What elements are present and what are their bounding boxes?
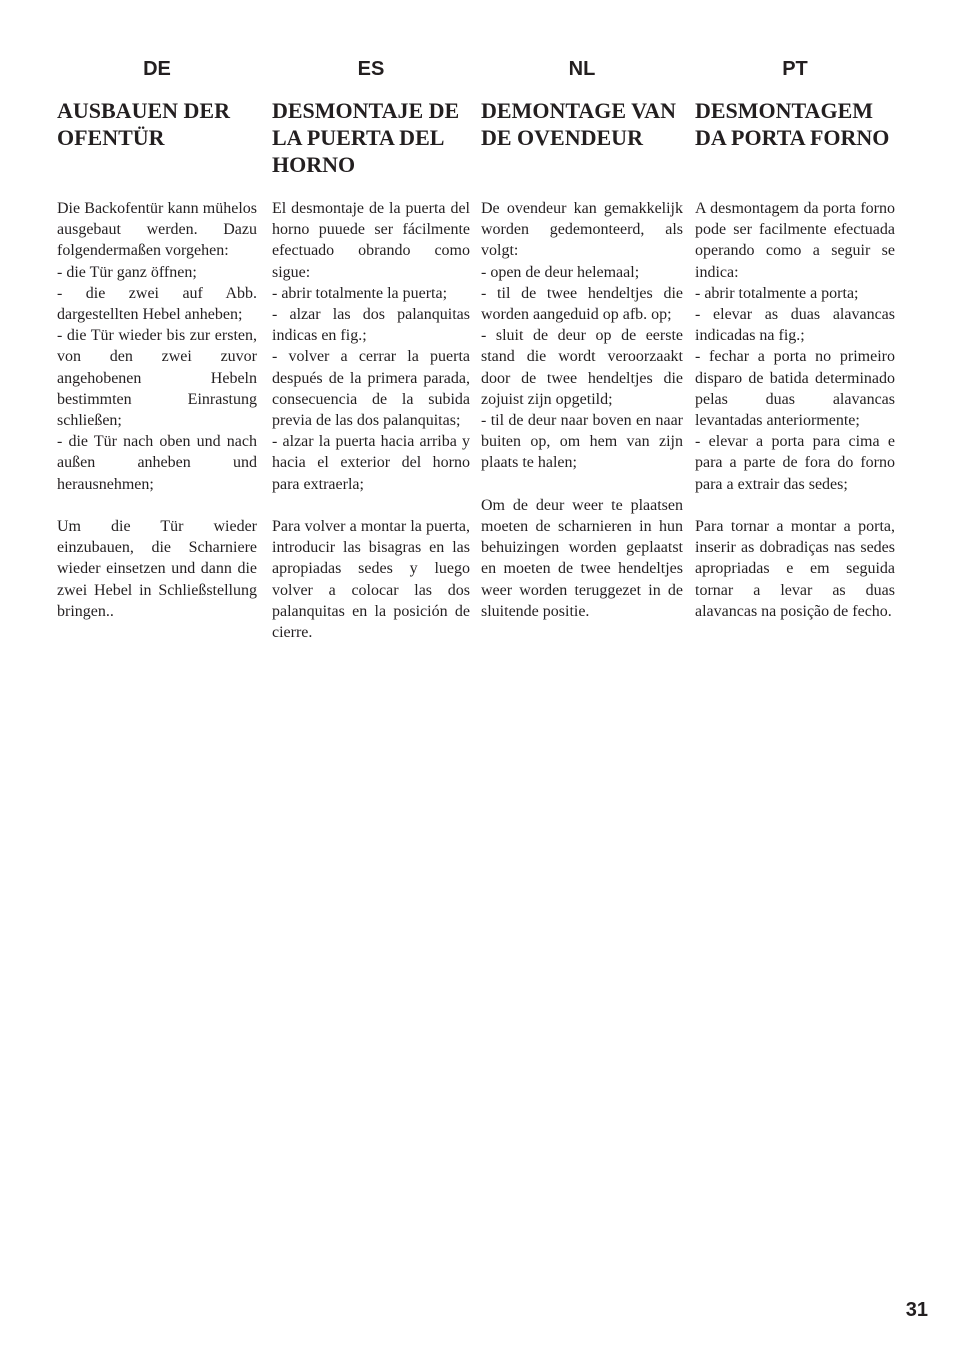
language-code: DE — [143, 58, 171, 80]
language-code: ES — [357, 58, 385, 80]
section-body — [57, 198, 257, 622]
paragraph: De ovendeur kan gemakkelijk worden gedemonteerd, als volgt: — [481, 200, 683, 260]
paragraph: Para volver a montar la puerta, introducir las bisagras en las apropiadas sedes y luego volver a colocar las dos palanquitas en la posición de cierre. — [272, 518, 470, 642]
paragraph: - volver a cerrar la puerta después de la primera parada, consecuencia de la subida previa de las dos palanquitas; — [272, 348, 470, 430]
paragraph: - alzar las dos palanquitas indicas en fig.; — [272, 306, 470, 345]
title-line: DESMONTAJE DE — [272, 98, 460, 123]
paragraph: - die Tür ganz öffnen; — [57, 263, 197, 281]
paragraph: - abrir totalmente la puerta; — [272, 284, 448, 302]
title-line: DE OVENDEUR — [481, 125, 643, 150]
paragraph: - open de deur helemaal; — [481, 263, 640, 281]
title-line: AUSBAUEN DER — [57, 98, 230, 123]
title-line: HORNO — [272, 152, 356, 177]
page-number: 31 — [905, 1299, 928, 1321]
language-code: PT — [782, 58, 808, 80]
title-line: LA PUERTA DEL — [272, 125, 445, 150]
paragraph: - til de twee hendeltjes die worden aangeduid op afb. op; — [481, 284, 683, 324]
section-body — [481, 198, 683, 622]
paragraph: - til de deur naar boven en naar buiten op, om hem van zijn plaats te halen; — [481, 412, 683, 472]
title-line: DEMONTAGE VAN — [481, 98, 676, 123]
paragraph: A desmontagem da porta forno pode ser facilmente efectuada operando como a seguir se indica: — [695, 200, 895, 281]
section-title — [481, 97, 691, 151]
title-line: DA PORTA FORNO — [695, 125, 890, 150]
paragraph: Um die Tür wieder einzubauen, die Scharniere wieder einsetzen und dann die zwei Hebel in Schließstellung bringen.. — [57, 518, 257, 620]
paragraph: Para tornar a montar a porta, inserir as dobradiças nas sedes apropriadas e em seguida tornar a levar as duas alavancas na posição de fecho. — [695, 518, 895, 620]
paragraph: El desmontaje de la puerta del horno puuede ser fácilmente efectuado obrando como sigue: — [272, 200, 470, 281]
section-title — [272, 97, 472, 178]
title-line: DESMONTAGEM — [695, 98, 874, 123]
paragraph: - elevar a porta para cima e para a parte de fora do forno para a extrair das sedes; — [695, 433, 895, 493]
section-title — [695, 97, 905, 151]
paragraph: - die Tür wieder bis zur ersten, von den zwei zuvor angehobenen Hebeln bestimmten Einrastung schließen; — [57, 327, 257, 430]
paragraph: - alzar la puerta hacia arriba y hacia el exterior del horno para extraerla; — [272, 433, 470, 493]
paragraph: - sluit de deur op de eerste stand die wordt veroorzaakt door de twee hendeltjes die zojuist zijn opgetild; — [481, 327, 683, 408]
title-line: OFENTÜR — [57, 125, 165, 150]
section-body — [272, 198, 470, 643]
paragraph: - elevar as duas alavancas indicadas na fig.; — [695, 306, 895, 345]
paragraph: Die Backofentür kann mühelos ausgebaut werden. Dazu folgendermaßen vorgehen: — [57, 200, 257, 260]
paragraph: Om de deur weer te plaatsen moeten de scharnieren in hun behuizingen worden geplaatst en moeten de twee hendeltjes weer worden teruggezet in de sluitende positie. — [481, 496, 683, 620]
paragraph: - die Tür nach oben und nach außen anheben und herausnehmen; — [57, 433, 257, 493]
paragraph: - fechar a porta no primeiro disparo de batida determinado pelas duas alavancas levantadas anteriormente; — [695, 348, 895, 430]
section-title — [57, 97, 262, 151]
section-body — [695, 198, 895, 622]
paragraph: - abrir totalmente a porta; — [695, 284, 859, 302]
paragraph: - die zwei auf Abb. dargestellten Hebel anheben; — [57, 284, 257, 324]
language-code: NL — [568, 58, 596, 80]
